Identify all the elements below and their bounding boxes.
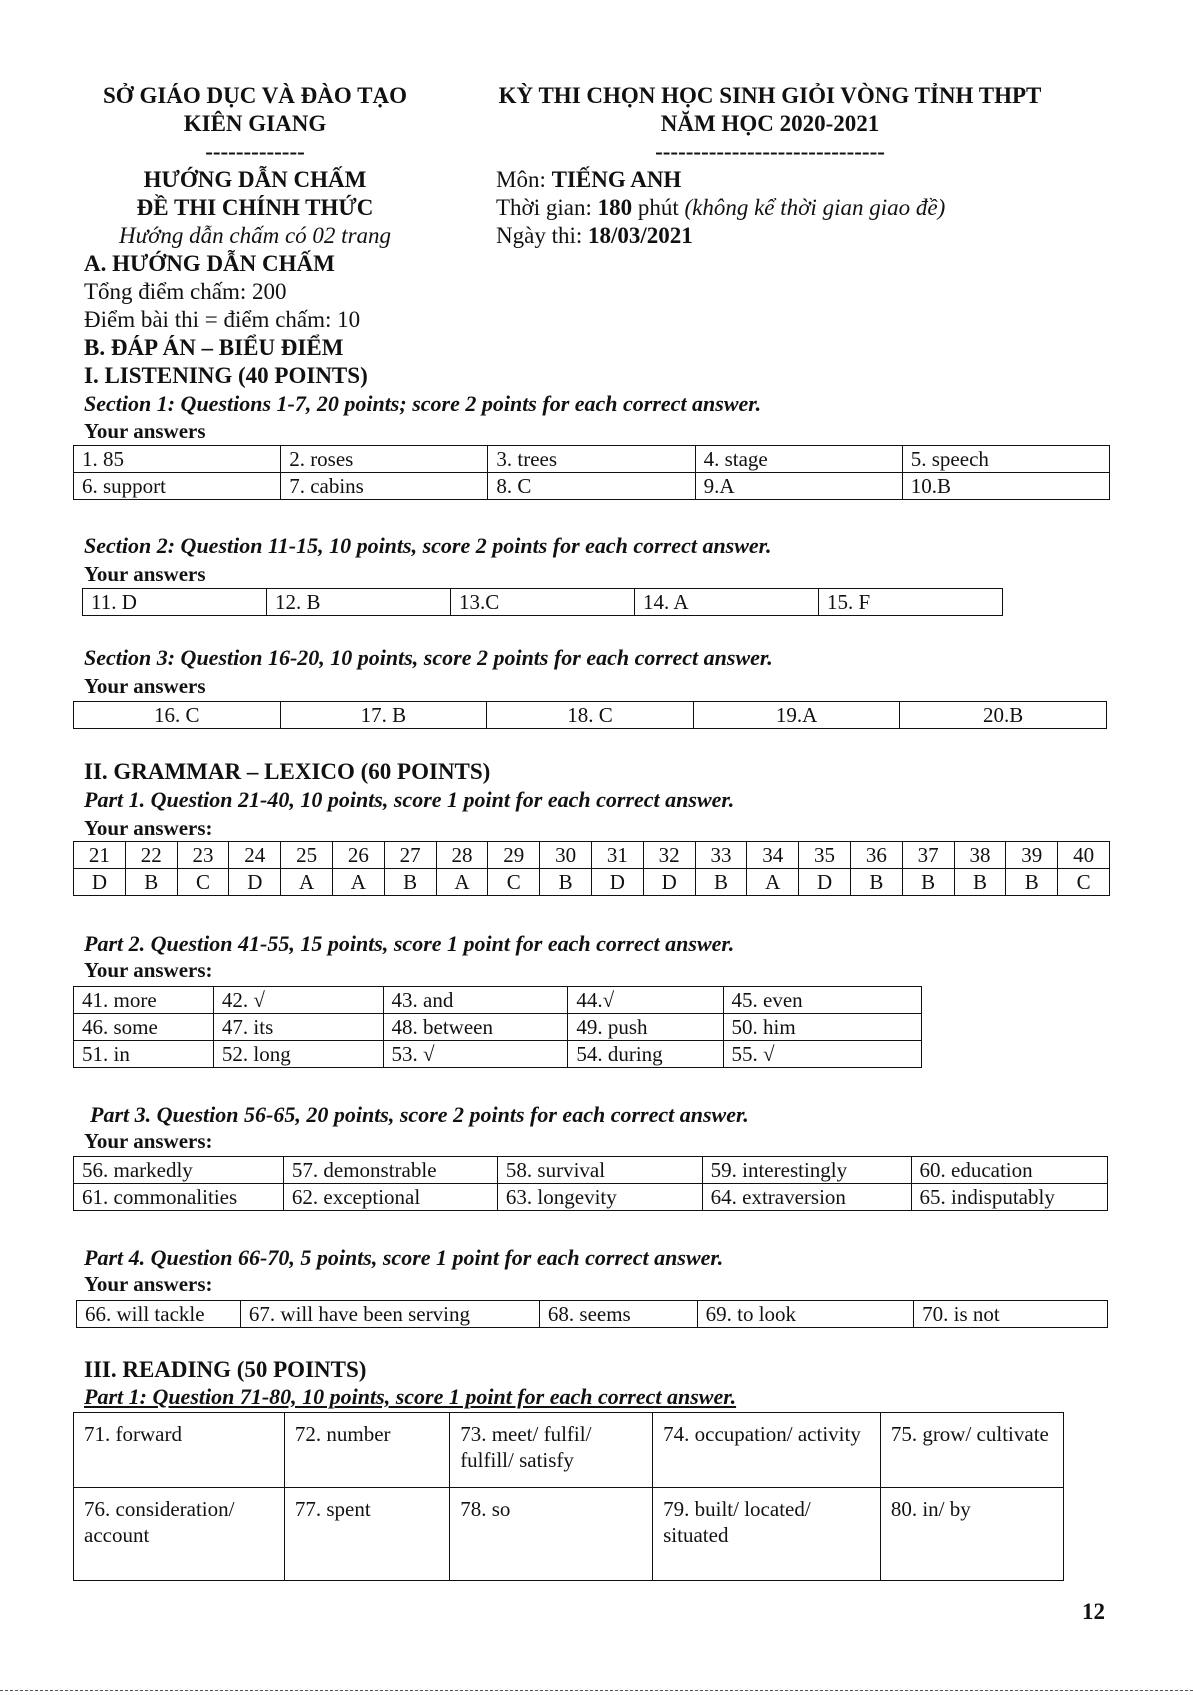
answer-cell: 66. will tackle xyxy=(77,1301,241,1328)
section1-title: Section 1: Questions 1-7, 20 points; score 2 points for each correct answer. xyxy=(84,391,762,416)
subject-label: Môn: xyxy=(496,167,552,192)
guide-block xyxy=(60,166,450,250)
answer-cell: B xyxy=(695,869,747,896)
answer-cell: 35 xyxy=(799,842,851,869)
answer-cell: 53. √ xyxy=(383,1041,568,1068)
answer-cell: 16. C xyxy=(74,702,281,729)
answer-cell: 4. stage xyxy=(695,446,902,473)
grammar-part1-title: Part 1. Question 21-40, 10 points, score 1 point for each correct answer. xyxy=(84,787,735,812)
answer-cell: 51. in xyxy=(74,1041,214,1068)
answer-cell: 63. longevity xyxy=(497,1184,702,1211)
time-label: Thời gian: xyxy=(496,195,598,220)
answer-cell: 15. F xyxy=(819,589,1003,616)
table-row xyxy=(74,1014,922,1041)
section2-answers-table xyxy=(82,588,1003,616)
grammar-part1-table xyxy=(73,841,1110,896)
answer-cell: 54. during xyxy=(568,1041,723,1068)
your-answers-label: Your answers: xyxy=(84,1129,213,1153)
section3-title: Section 3: Question 16-20, 10 points, score 2 points for each correct answer. xyxy=(84,645,773,670)
answer-cell: 71. forward xyxy=(74,1413,285,1488)
exam-info xyxy=(496,166,945,250)
answer-cell: 47. its xyxy=(213,1014,383,1041)
answer-cell: 14. A xyxy=(635,589,819,616)
answer-cell: 60. education xyxy=(911,1157,1108,1184)
page-bottom-edge xyxy=(0,1690,1193,1691)
answer-cell: A xyxy=(747,869,799,896)
answer-cell: 59. interestingly xyxy=(702,1157,911,1184)
answer-cell: 20.B xyxy=(900,702,1107,729)
time-line xyxy=(496,194,945,222)
table-row xyxy=(74,446,1110,473)
answer-cell: 26 xyxy=(332,842,384,869)
answer-cell: 64. extraversion xyxy=(702,1184,911,1211)
table-row xyxy=(74,869,1110,896)
answer-cell: 67. will have been serving xyxy=(240,1301,539,1328)
time-value: 180 xyxy=(597,195,633,220)
answer-cell: 57. demonstrable xyxy=(283,1157,497,1184)
answer-cell: B xyxy=(540,869,592,896)
answer-cell: 75. grow/ cultivate xyxy=(880,1413,1063,1488)
answer-cell: B xyxy=(954,869,1006,896)
reading-heading: III. READING (50 POINTS) xyxy=(84,1357,367,1382)
answer-cell: 30 xyxy=(540,842,592,869)
answer-cell: 69. to look xyxy=(697,1301,914,1328)
answer-cell: 7. cabins xyxy=(281,473,488,500)
answer-cell: 79. built/ located/ situated xyxy=(653,1488,881,1581)
official-label: ĐỀ THI CHÍNH THỨC xyxy=(136,195,374,220)
answer-cell: 49. push xyxy=(568,1014,723,1041)
answer-cell: 56. markedly xyxy=(74,1157,284,1184)
answer-cell: 8. C xyxy=(488,473,695,500)
table-row xyxy=(74,702,1107,729)
table-row xyxy=(74,1488,1064,1581)
page-number: 12 xyxy=(1082,1599,1105,1624)
table-row xyxy=(74,987,922,1014)
exam-title-line2: NĂM HỌC 2020-2021 xyxy=(660,111,880,136)
answer-cell: 22 xyxy=(125,842,177,869)
grammar-heading: II. GRAMMAR – LEXICO (60 POINTS) xyxy=(84,759,491,784)
answer-cell: 46. some xyxy=(74,1014,214,1041)
pages-note: Hướng dẫn chấm có 02 trang xyxy=(118,223,392,248)
your-answers-label: Your answers xyxy=(84,562,206,586)
answer-cell: 39 xyxy=(1006,842,1058,869)
answer-cell: B xyxy=(1006,869,1058,896)
your-answers-label: Your answers xyxy=(84,674,206,698)
grammar-part2-title: Part 2. Question 41-55, 15 points, score 1 point for each correct answer. xyxy=(84,931,735,956)
answer-cell: 72. number xyxy=(284,1413,449,1488)
answer-cell: A xyxy=(436,869,488,896)
answer-cell: C xyxy=(177,869,229,896)
answer-cell: 10.B xyxy=(902,473,1109,500)
grammar-part2-table xyxy=(73,986,922,1068)
answer-cell: 50. him xyxy=(723,1014,921,1041)
answer-cell: 11. D xyxy=(83,589,267,616)
your-answers-label: Your answers: xyxy=(84,958,213,982)
answer-cell: D xyxy=(74,869,126,896)
answer-cell: 21 xyxy=(74,842,126,869)
divider: ------------------------------ xyxy=(655,139,885,164)
department-line2: KIÊN GIANG xyxy=(183,111,327,136)
answer-cell: 74. occupation/ activity xyxy=(653,1413,881,1488)
answer-cell: 6. support xyxy=(74,473,281,500)
answer-cell: 28 xyxy=(436,842,488,869)
answer-cell: 5. speech xyxy=(902,446,1109,473)
answer-cell: 18. C xyxy=(487,702,694,729)
answer-cell: 58. survival xyxy=(497,1157,702,1184)
answer-cell: 19.A xyxy=(693,702,900,729)
answer-cell: 65. indisputably xyxy=(911,1184,1108,1211)
answer-cell: 17. B xyxy=(280,702,487,729)
answer-cell: 33 xyxy=(695,842,747,869)
score-conversion: Điểm bài thi = điểm chấm: 10 xyxy=(84,307,361,332)
answer-cell: B xyxy=(125,869,177,896)
answer-cell: 40 xyxy=(1058,842,1110,869)
table-row xyxy=(83,589,1003,616)
answer-cell: 31 xyxy=(591,842,643,869)
time-unit: phút xyxy=(632,195,685,220)
total-score: Tổng điểm chấm: 200 xyxy=(84,279,287,304)
answer-cell: 55. √ xyxy=(723,1041,921,1068)
answer-cell: 38 xyxy=(954,842,1006,869)
answer-cell: B xyxy=(902,869,954,896)
answer-cell: 27 xyxy=(384,842,436,869)
answer-cell: 73. meet/ fulfil/ fulfill/ satisfy xyxy=(450,1413,653,1488)
section1-answers-table xyxy=(73,445,1110,500)
answer-cell: 62. exceptional xyxy=(283,1184,497,1211)
reading-part1-table xyxy=(73,1412,1064,1581)
answer-cell: 80. in/ by xyxy=(880,1488,1063,1581)
exam-title-line1: KỲ THI CHỌN HỌC SINH GIỎI VÒNG TỈNH THPT xyxy=(498,83,1042,108)
answer-cell: A xyxy=(332,869,384,896)
table-row xyxy=(77,1301,1108,1328)
answer-cell: 24 xyxy=(229,842,281,869)
answer-cell: A xyxy=(281,869,333,896)
your-answers-label: Your answers: xyxy=(84,1272,213,1296)
answer-cell: 77. spent xyxy=(284,1488,449,1581)
answer-cell: 48. between xyxy=(383,1014,568,1041)
answer-cell: D xyxy=(643,869,695,896)
department-line1: SỞ GIÁO DỤC VÀ ĐÀO TẠO xyxy=(103,83,407,108)
answer-cell: D xyxy=(229,869,281,896)
exam-title xyxy=(470,82,1070,166)
department-name xyxy=(60,82,450,166)
answer-cell: 45. even xyxy=(723,987,921,1014)
date-line xyxy=(496,222,945,250)
answer-cell: 25 xyxy=(281,842,333,869)
section3-answers-table xyxy=(73,701,1107,729)
answer-cell: 78. so xyxy=(450,1488,653,1581)
answer-cell: 44.√ xyxy=(568,987,723,1014)
answer-cell: C xyxy=(1058,869,1110,896)
table-row xyxy=(74,1041,922,1068)
answer-cell: 23 xyxy=(177,842,229,869)
date-value: 18/03/2021 xyxy=(588,223,693,248)
answer-cell: 1. 85 xyxy=(74,446,281,473)
answer-cell: C xyxy=(488,869,540,896)
part-a xyxy=(84,250,368,390)
subject-value: TIẾNG ANH xyxy=(551,167,682,192)
answer-cell: 76. consideration/ account xyxy=(74,1488,285,1581)
answer-cell: D xyxy=(799,869,851,896)
your-answers-label: Your answers: xyxy=(84,816,213,840)
answer-cell: 37 xyxy=(902,842,954,869)
answer-cell: 12. B xyxy=(267,589,451,616)
part-a-heading: A. HƯỚNG DẪN CHẤM xyxy=(84,251,335,276)
section2-title: Section 2: Question 11-15, 10 points, score 2 points for each correct answer. xyxy=(84,533,772,558)
answer-cell: 3. trees xyxy=(488,446,695,473)
answer-cell: 32 xyxy=(643,842,695,869)
answer-cell: B xyxy=(850,869,902,896)
table-row xyxy=(74,1157,1108,1184)
time-note: (không kể thời gian giao đề) xyxy=(684,195,946,220)
answer-cell: 29 xyxy=(488,842,540,869)
subject-line xyxy=(496,166,945,194)
guide-title: HƯỚNG DẪN CHẤM xyxy=(143,167,367,192)
date-label: Ngày thi: xyxy=(496,223,588,248)
grammar-part3-table xyxy=(73,1156,1108,1211)
answer-cell: D xyxy=(591,869,643,896)
grammar-part3-title: Part 3. Question 56-65, 20 points, score 2 points for each correct answer. xyxy=(90,1102,749,1127)
listening-heading: I. LISTENING (40 POINTS) xyxy=(84,363,368,388)
answer-cell: 61. commonalities xyxy=(74,1184,284,1211)
answer-cell: 42. √ xyxy=(213,987,383,1014)
divider: ------------- xyxy=(205,139,305,164)
answer-cell: 36 xyxy=(850,842,902,869)
table-row xyxy=(74,842,1110,869)
answer-cell: 34 xyxy=(747,842,799,869)
answer-cell: 9.A xyxy=(695,473,902,500)
part-b-heading: B. ĐÁP ÁN – BIỂU ĐIỂM xyxy=(84,335,344,360)
answer-cell: 68. seems xyxy=(539,1301,697,1328)
answer-cell: 41. more xyxy=(74,987,214,1014)
grammar-part4-table xyxy=(76,1300,1108,1328)
answer-cell: 70. is not xyxy=(914,1301,1108,1328)
table-row xyxy=(74,1413,1064,1488)
your-answers-label: Your answers xyxy=(84,419,206,443)
reading-part1-title: Part 1: Question 71-80, 10 points, score 1 point for each correct answer. xyxy=(84,1384,737,1409)
answer-cell: B xyxy=(384,869,436,896)
answer-cell: 13.C xyxy=(451,589,635,616)
answer-cell: 52. long xyxy=(213,1041,383,1068)
table-row xyxy=(74,1184,1108,1211)
grammar-part4-title: Part 4. Question 66-70, 5 points, score 1 point for each correct answer. xyxy=(84,1245,724,1270)
answer-cell: 43. and xyxy=(383,987,568,1014)
answer-cell: 2. roses xyxy=(281,446,488,473)
table-row xyxy=(74,473,1110,500)
